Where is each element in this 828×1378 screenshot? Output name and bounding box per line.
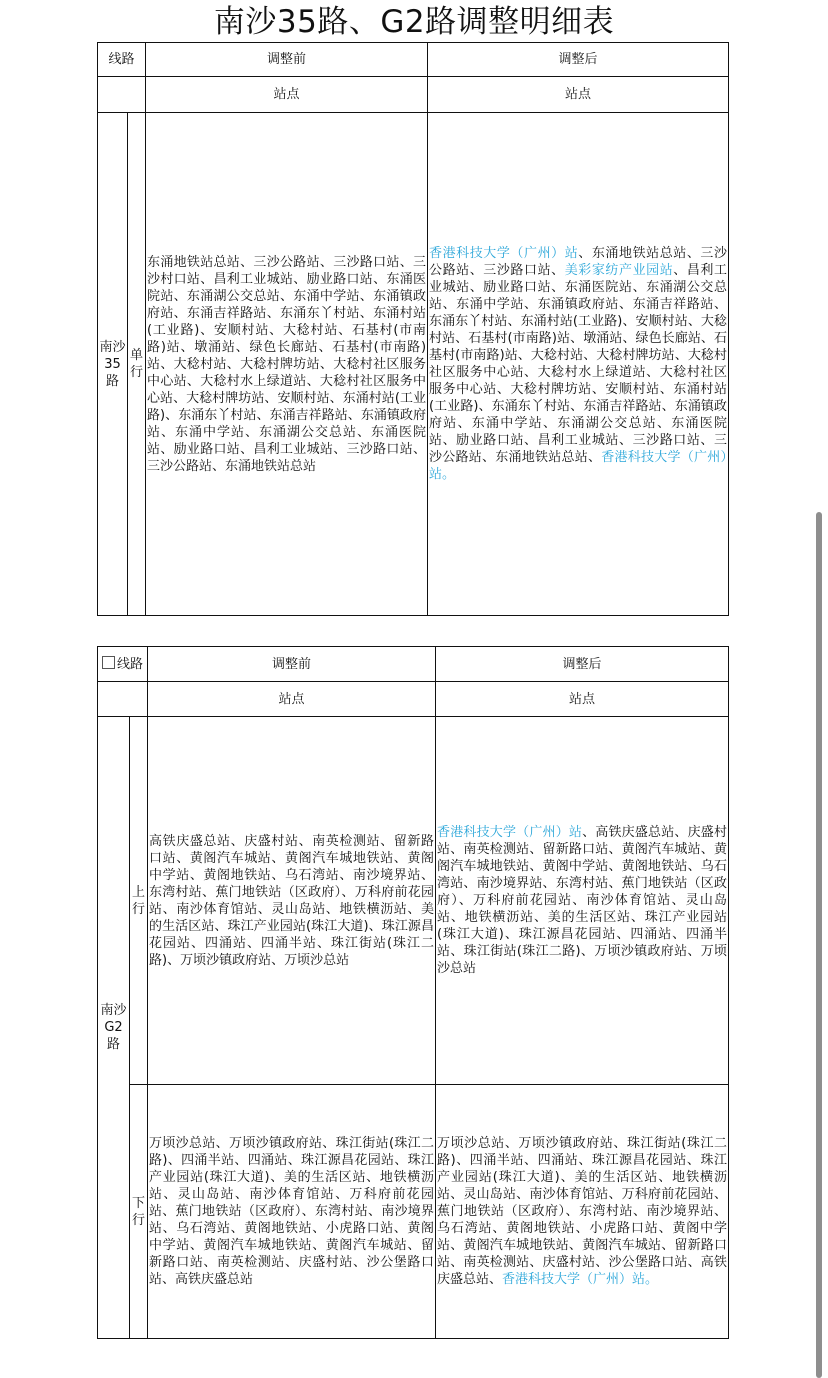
header-stops-before: 站点 [148,682,436,717]
new-stop-highlight: 美彩家纺产业园站 [564,263,674,278]
new-stop-highlight: 香港科技大学（广州）站。 [429,450,727,482]
stops-before-up: 高铁庆盛总站、庆盛村站、南英检测站、留新路口站、黄阁汽车城站、黄阁汽车城地铁站、黄阁中学站、黄阁地铁站、乌石湾站、南沙境界站、东湾村站、蕉门地铁站（区政府）、万科府前花园站、南沙体育馆站、灵山岛站、地铁横沥站、美的生活区站、珠江产业园站(珠江大道)、珠江源昌花园站、四涌站、四涌半站、珠江街站(珠江二路)、万顷沙镇政府站、万顷沙总站 [148,717,436,1085]
route-35-table [97,42,729,616]
header-after: 调整后 [428,43,729,77]
direction-single: 单行 [128,113,146,616]
header-route: 线路 [98,647,148,682]
checkbox-icon [102,656,115,669]
stops-after-35: 香港科技大学（广州）站、东涌地铁站总站、三沙公路站、三沙路口站、美彩家纺产业园站、昌利工业城站、励业路口站、东涌医院站、东涌湖公交总站、东涌中学站、东涌镇政府站、东涌吉祥路站、东涌东丫村站、东涌村站(工业路)、安顺村站、大稔村站、石基村(市南路)站、墩涌站、绿色长廊站、石基村(市南路)站、大稔村站、大稔村牌坊站、大稔村社区服务中心站、大稔村水上绿道站、大稔村社区服务中心站、大稔村牌坊站、安顺村站、东涌村站(工业路)、东涌东丫村站、东涌吉祥路站、东涌镇政府站、东涌中学站、东涌湖公交总站、东涌医院站、励业路口站、昌利工业城站、三沙路口站、三沙公路站、东涌地铁站总站、香港科技大学（广州）站。 [428,113,729,616]
header-blank [98,682,148,717]
route-name-g2: 南沙G2路 [98,717,130,1339]
header-before: 调整前 [148,647,436,682]
header-stops-after: 站点 [436,682,729,717]
new-stop-highlight: 香港科技大学（广州）站 [437,825,583,840]
direction-up: 上行 [130,717,148,1085]
vertical-scrollbar[interactable] [816,512,822,1378]
new-stop-highlight: 香港科技大学（广州）站。 [502,1272,659,1287]
route-g2-table [97,646,729,1339]
header-route: 线路 [98,43,146,77]
header-blank [98,77,146,113]
header-before: 调整前 [146,43,428,77]
page-title: 南沙35路、G2路调整明细表 [213,4,615,40]
new-stop-highlight: 香港科技大学（广州）站 [429,246,579,261]
route-name-35: 南沙35路 [98,113,128,616]
stops-before-down: 万顷沙总站、万顷沙镇政府站、珠江街站(珠江二路)、四涌半站、四涌站、珠江源昌花园站、珠江产业园站(珠江大道)、美的生活区站、地铁横沥站、灵山岛站、南沙体育馆站、万科府前花园站、蕉门地铁站（区政府）、东湾村站、南沙境界站、乌石湾站、黄阁地铁站、小虎路口站、黄阁中学站、黄阁汽车城地铁站、黄阁汽车城站、留新路口站、南英检测站、庆盛村站、沙公堡路口站、高铁庆盛总站 [148,1085,436,1339]
stops-after-up: 香港科技大学（广州）站、高铁庆盛总站、庆盛村站、南英检测站、留新路口站、黄阁汽车城站、黄阁汽车城地铁站、黄阁中学站、黄阁地铁站、乌石湾站、南沙境界站、东湾村站、蕉门地铁站（区政府）、万科府前花园站、南沙体育馆站、灵山岛站、地铁横沥站、美的生活区站、珠江产业园站(珠江大道)、珠江源昌花园站、四涌站、四涌半站、珠江街站(珠江二路)、万顷沙镇政府站、万顷沙总站 [436,717,729,1085]
stops-before-35: 东涌地铁站总站、三沙公路站、三沙路口站、三沙村口站、昌利工业城站、励业路口站、东涌医院站、东涌湖公交总站、东涌中学站、东涌镇政府站、东涌吉祥路站、东涌东丫村站、东涌村站(工业路)、安顺村站、大稔村站、石基村(市南路)站、墩涌站、绿色长廊站、石基村(市南路)站、大稔村站、大稔村牌坊站、大稔村社区服务中心站、大稔村水上绿道站、大稔村社区服务中心站、大稔村牌坊站、安顺村站、东涌村站(工业路)、东涌东丫村站、东涌吉祥路站、东涌镇政府站、东涌中学站、东涌湖公交总站、东涌医院站、励业路口站、昌利工业城站、三沙路口站、三沙公路站、东涌地铁站总站 [146,113,428,616]
stops-after-down: 万顷沙总站、万顷沙镇政府站、珠江街站(珠江二路)、四涌半站、四涌站、珠江源昌花园站、珠江产业园站(珠江大道)、美的生活区站、地铁横沥站、灵山岛站、南沙体育馆站、万科府前花园站、蕉门地铁站（区政府）、东湾村站、南沙境界站、乌石湾站、黄阁地铁站、小虎路口站、黄阁中学站、黄阁汽车城地铁站、黄阁汽车城站、留新路口站、南英检测站、庆盛村站、沙公堡路口站、高铁庆盛总站、香港科技大学（广州）站。 [436,1085,729,1339]
header-stops-before: 站点 [146,77,428,113]
header-stops-after: 站点 [428,77,729,113]
direction-down: 下行 [130,1085,148,1339]
header-after: 调整后 [436,647,729,682]
